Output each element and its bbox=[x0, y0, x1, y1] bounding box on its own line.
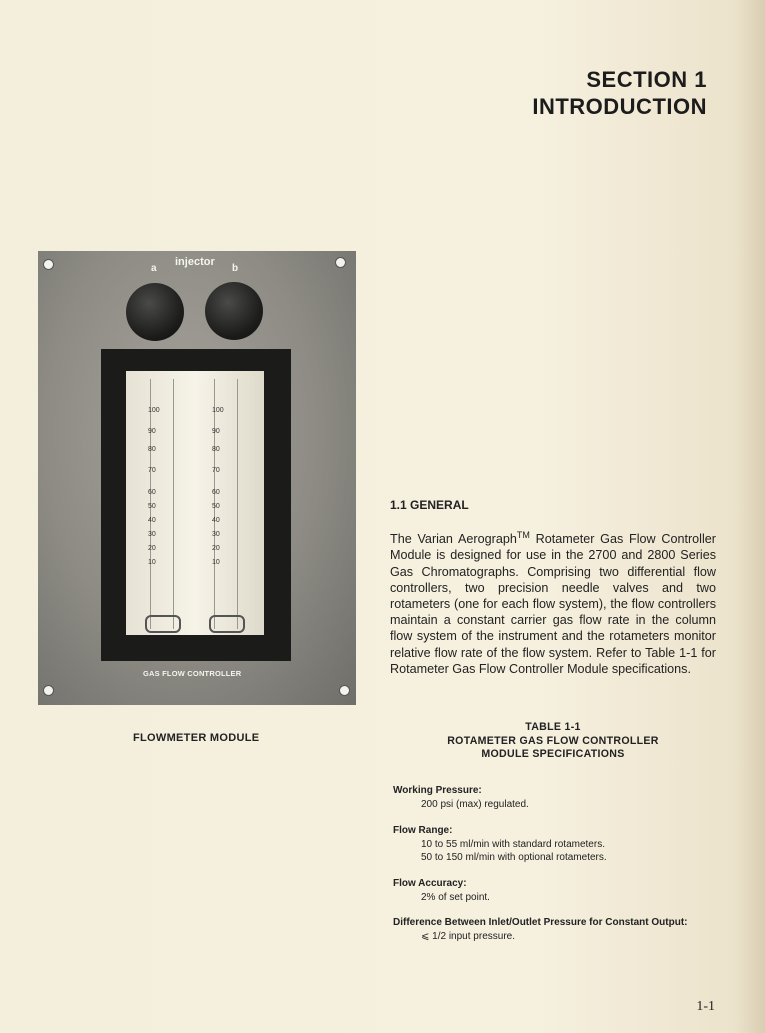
spring-a-icon bbox=[145, 615, 181, 633]
paragraph-rest: Rotameter Gas Flow Controller Module is designed for use in the 2700 and 2800 Series Gas Chromatographs. Comprising two differential flow controllers, two precision needle valves and two rotameters (one for each flow system), the flow controllers maintain a constant carrier gas flow rate in the column flow system of the instrument and the rotameters monitor relative flow rate of the flow system. Refer to Table 1-1 for Rotameter Gas Flow Controller Module specifications. bbox=[390, 532, 716, 676]
knob-a-icon bbox=[126, 283, 184, 341]
scale-a-60: 60 bbox=[148, 489, 156, 496]
screw-icon bbox=[335, 257, 346, 268]
knob-b-icon bbox=[205, 282, 263, 340]
scale-a-80: 80 bbox=[148, 446, 156, 453]
module-label: GAS FLOW CONTROLLER bbox=[143, 669, 242, 678]
screw-icon bbox=[43, 259, 54, 270]
spec-label: Flow Range: bbox=[393, 825, 453, 836]
screw-icon bbox=[43, 685, 54, 696]
spec-label: Working Pressure: bbox=[393, 785, 482, 796]
spring-b-icon bbox=[209, 615, 245, 633]
table-title-line-3: MODULE SPECIFICATIONS bbox=[481, 748, 625, 760]
scale-a-40: 40 bbox=[148, 517, 156, 524]
rotameter-frame bbox=[101, 349, 291, 661]
spec-value: 2% of set point. bbox=[421, 891, 490, 903]
table-number: TABLE 1-1 bbox=[525, 721, 581, 733]
scale-a-70: 70 bbox=[148, 467, 156, 474]
section-number: SECTION 1 bbox=[586, 67, 707, 92]
paragraph-start: The Varian Aerograph bbox=[390, 532, 517, 547]
scale-b-10: 10 bbox=[212, 559, 220, 566]
table-title-line-2: ROTAMETER GAS FLOW CONTROLLER bbox=[447, 734, 659, 747]
page-number: 1-1 bbox=[696, 999, 715, 1014]
trademark-mark: TM bbox=[516, 530, 530, 540]
scale-b-70: 70 bbox=[212, 467, 220, 474]
scale-a-90: 90 bbox=[148, 428, 156, 435]
scale-b-40: 40 bbox=[212, 517, 220, 524]
port-a-label: a bbox=[151, 263, 157, 274]
port-b-label: b bbox=[232, 263, 239, 274]
spec-working-pressure bbox=[393, 784, 529, 811]
flowmeter-photo bbox=[38, 251, 356, 705]
scale-b-50: 50 bbox=[212, 503, 220, 510]
section-title: INTRODUCTION bbox=[532, 94, 707, 119]
spec-flow-range bbox=[393, 824, 607, 865]
spec-value: 200 psi (max) regulated. bbox=[421, 798, 529, 810]
injector-label: injector bbox=[175, 256, 215, 268]
scale-b-90: 90 bbox=[212, 428, 220, 435]
table-title bbox=[390, 721, 716, 762]
scale-a-50: 50 bbox=[148, 503, 156, 510]
scale-a-100: 100 bbox=[148, 407, 160, 414]
spec-value: 50 to 150 ml/min with optional rotameters. bbox=[421, 852, 607, 863]
photo-caption: FLOWMETER MODULE bbox=[133, 732, 260, 744]
section-heading bbox=[532, 66, 707, 120]
screw-icon bbox=[339, 685, 350, 696]
scale-b-60: 60 bbox=[212, 489, 220, 496]
scale-b-100: 100 bbox=[212, 407, 224, 414]
scale-b-80: 80 bbox=[212, 446, 220, 453]
rotameter-window bbox=[126, 371, 264, 635]
scale-a-10: 10 bbox=[148, 559, 156, 566]
scale-a-20: 20 bbox=[148, 545, 156, 552]
scale-b-20: 20 bbox=[212, 545, 220, 552]
scale-b-30: 30 bbox=[212, 531, 220, 538]
spec-label: Flow Accuracy: bbox=[393, 878, 467, 889]
spec-value: 10 to 55 ml/min with standard rotameters. bbox=[421, 838, 605, 850]
spec-label: Difference Between Inlet/Outlet Pressure for Constant Output: bbox=[393, 917, 688, 928]
spec-value: ⩽ 1/2 input pressure. bbox=[421, 930, 515, 942]
general-heading: 1.1 GENERAL bbox=[390, 498, 469, 512]
general-paragraph bbox=[390, 527, 716, 677]
spec-pressure-difference bbox=[393, 916, 715, 943]
scale-a-30: 30 bbox=[148, 531, 156, 538]
spec-flow-accuracy bbox=[393, 877, 490, 904]
